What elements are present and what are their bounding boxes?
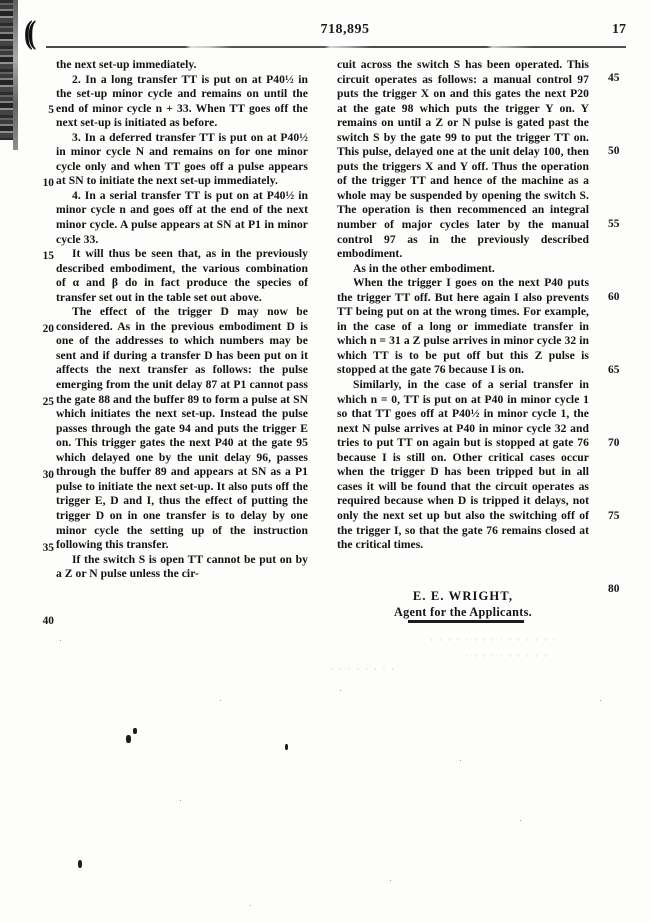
ghost-offset-text: · · · · · · · · · · · · · · · — [430, 636, 558, 646]
scan-edge-artifact — [0, 0, 13, 140]
paragraph: 2. In a long transfer TT is put on at P40½ in the set-up minor cycle and remains on until the end of minor cycle n + 33. When TT goes off the next set-up is initiated as before. — [56, 72, 308, 130]
ghost-offset-text: · · · · · · · · · · — [465, 652, 549, 662]
signature-role: Agent for the Applicants. — [394, 605, 532, 619]
scan-speck — [285, 744, 288, 750]
line-number: 75 — [608, 510, 620, 522]
scan-dust — [600, 700, 601, 701]
paragraph: Similarly, in the case of a serial transfer in which n = 0, TT is put on at P40 in minor cycle 1 so that TT goes off at P40½ in minor cycle 1, the next N pulse arrives at P40 in minor cycle 32 and tries to put TT on again but is stopped at gate 76 because I is still on. Other critical cases occur when the trigger D has been tripped but in all cases it will be found that the circuit operates as required because when D is tripped it delays, not only the next set up but also the switching off of the trigger I, so that the gate 76 remains closed at the critical times. — [337, 378, 589, 552]
paragraph: 4. In a serial transfer TT is put on at P40½ in minor cycle n and goes off at the end of the next minor cycle. A pulse appears at SN at P1 in minor cycle 33. — [56, 188, 308, 246]
paragraph: 3. In a deferred transfer TT is put on at P40½ in minor cycle N and remains on for one minor cycle only and when TT goes off a pulse appears at SN to initiate the next set-up immediately. — [56, 130, 308, 188]
body-text-column-right — [337, 58, 589, 553]
line-number: 20 — [42, 323, 54, 335]
ghost-offset-text: · · · · · · · · — [330, 665, 396, 675]
body-text-column-left — [56, 58, 308, 582]
scan-dust — [460, 760, 461, 761]
signature-block — [337, 589, 589, 620]
scan-speck — [133, 728, 137, 734]
scan-dust — [250, 905, 251, 906]
line-number: 25 — [42, 396, 54, 408]
scan-speck — [126, 735, 131, 743]
line-number: 80 — [608, 583, 620, 595]
paragraph: cuit across the switch S has been operated. This circuit operates as follows: a manual control 97 puts the trigger X on and this gates the next P20 at the gate 98 which puts the trigger Y on. Y remains on until a Z or N pulse is gated past the switch S by the gate 99 to put the trigger TT on. This pulse, delayed one at the unit delay 100, then puts the triggers X and Y off. Thus the operation of the trigger TT and hence of the machine as a whole may be suspended by opening the switch S. The operation is then recommenced an integral number of major cycles later by the manual control 97 as in the previously described embodiment. — [337, 58, 589, 261]
scan-dust — [390, 880, 391, 881]
line-number: 40 — [42, 615, 54, 627]
paragraph: As in the other embodiment. — [353, 261, 495, 275]
line-number: 5 — [48, 104, 54, 116]
scan-speck — [78, 860, 82, 868]
line-number: 70 — [608, 437, 620, 449]
line-number: 45 — [608, 72, 620, 84]
scan-dust — [180, 800, 181, 801]
line-number: 10 — [42, 177, 54, 189]
scan-dust — [60, 640, 61, 641]
binder-mark-icon: (( — [24, 14, 32, 51]
line-number: 50 — [608, 145, 620, 157]
signature-divider — [408, 620, 524, 623]
line-number: 60 — [608, 291, 620, 303]
paragraph: the next set-up immediately. — [56, 58, 197, 71]
line-number: 55 — [608, 218, 620, 230]
paragraph: It will thus be seen that, as in the previously described embodiment, the various combination of α and β do in fact produce the species of transfer set out in the table set out above. — [56, 247, 308, 304]
line-number: 65 — [608, 364, 620, 376]
header-divider — [46, 46, 626, 48]
paragraph: When the trigger I goes on the next P40 puts the trigger TT off. But here again I also prevents TT being put on at the wrong times. For example, in the case of a long or immediate transfer in which n = 31 a Z pulse arrives in minor cycle 32 in which TT is to be put off but this Z pulse is stopped at the gate 76 because I is on. — [337, 276, 589, 377]
paragraph: If the switch S is open TT cannot be put on by a Z or N pulse unless the cir- — [56, 552, 308, 581]
scan-dust — [340, 690, 341, 691]
page-header-patent-number: 718,895 — [320, 22, 370, 37]
line-number: 35 — [42, 542, 54, 554]
paragraph: The effect of the trigger D may now be considered. As in the previous embodiment D is one of the addresses to which numbers may be sent and if during a transfer D has been put on it affects the next transfer as follows: the pulse emerging from the unit delay 87 at P1 cannot pass the gate 88 and the buffer 89 to form a pulse at SN which initiates the next set-up. Instead the pulse passes through the gate 94 and puts the trigger E on. This trigger gates the next P40 at the gate 95 which delayed one by the unit delay 96, passes through the buffer 89 and appears at SN as a P1 pulse to initiate the next set-up. It also puts off the trigger E, D and I, thus the effect of putting the trigger D on in one transfer is to delay by one minor cycle the setting up of the instruction following this transfer. — [56, 305, 308, 552]
signature-name: E. E. WRIGHT, — [412, 589, 514, 603]
line-number: 15 — [42, 250, 54, 262]
line-number: 30 — [42, 469, 54, 481]
scan-dust — [220, 700, 221, 701]
page-header-page-number: 17 — [612, 22, 626, 37]
scan-dust — [520, 820, 521, 821]
